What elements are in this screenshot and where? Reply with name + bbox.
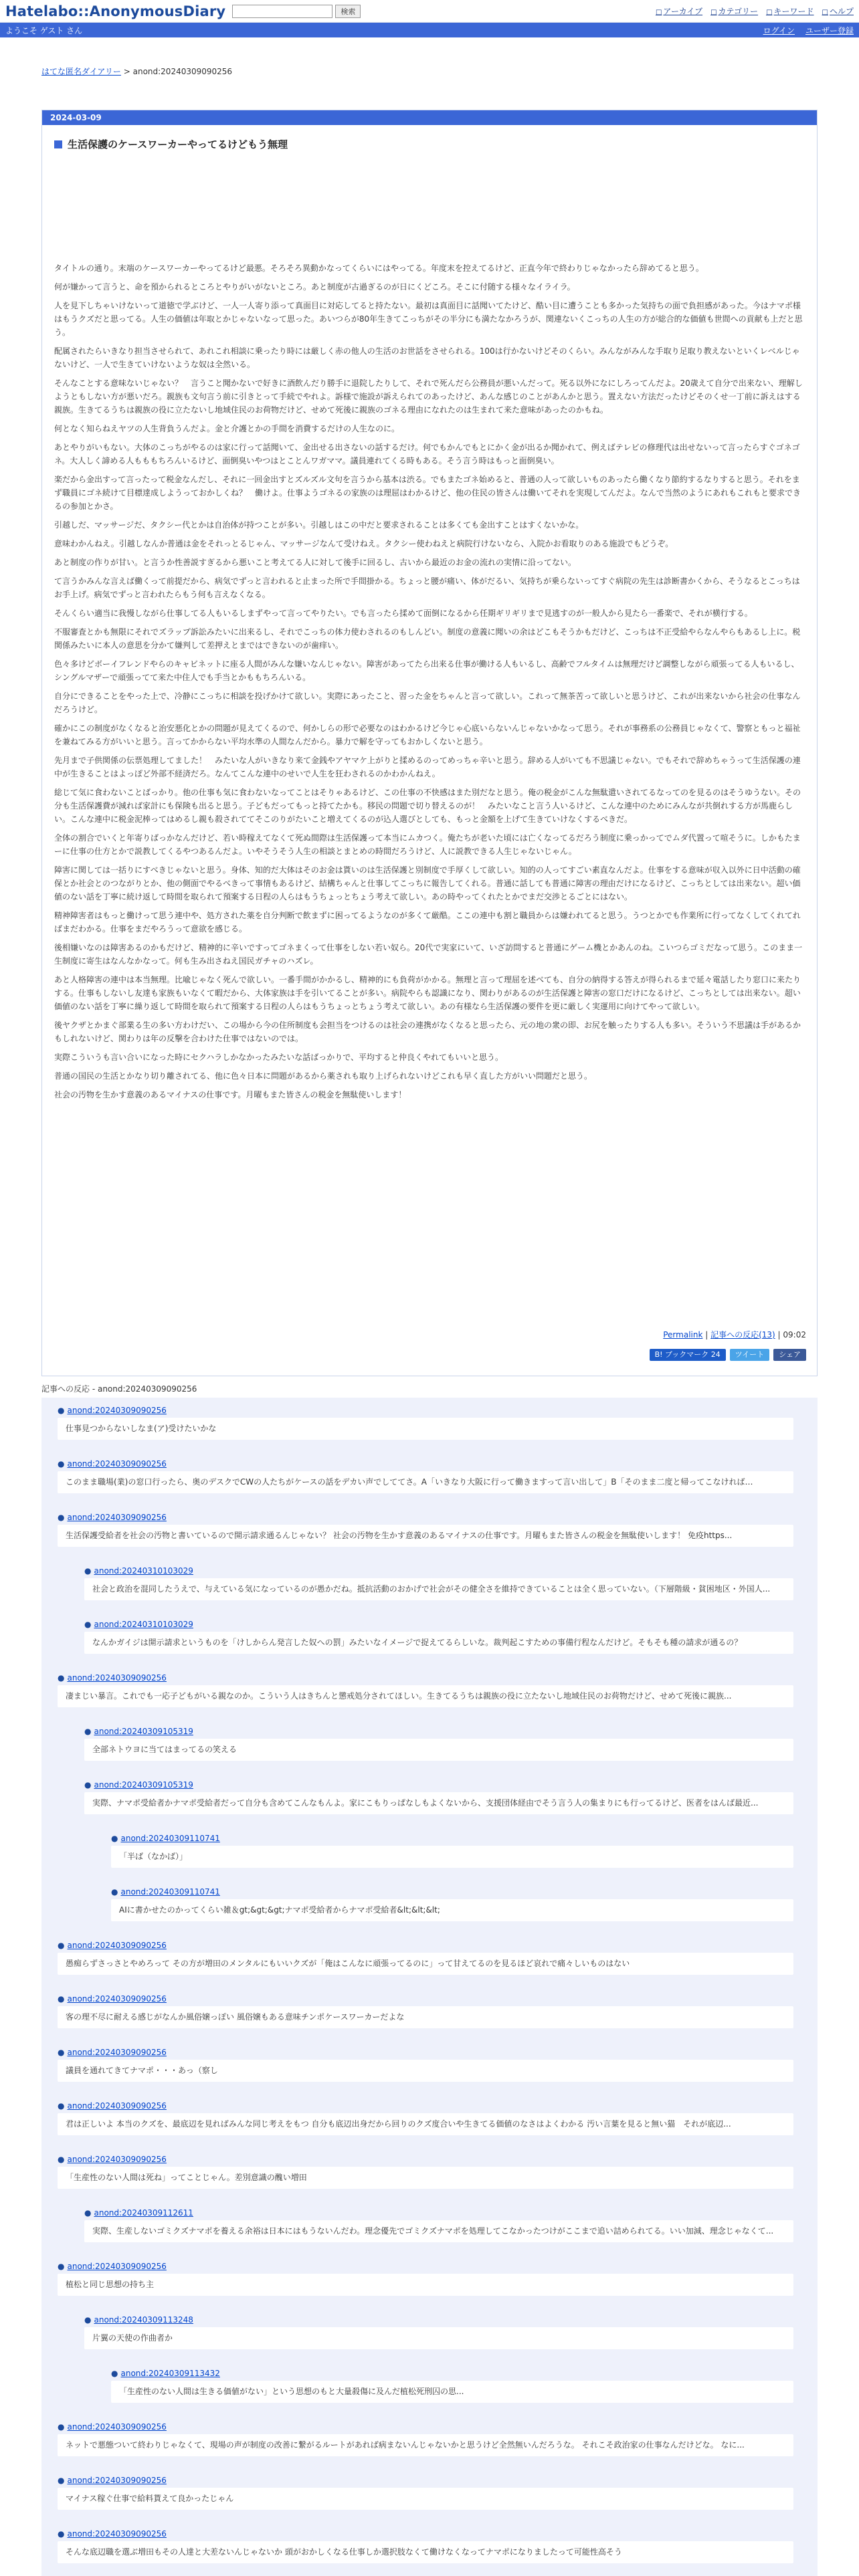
response-header (111, 2369, 793, 2378)
entry-paragraph: タイトルの通り。末端のケースワーカーやってるけど最悪。そろそろ異動かなってくらいにはやってる。年度末を控えてるけど、正直今年で終わりじゃなかったら辞めてると思う。 (54, 263, 704, 273)
response-item (84, 2208, 793, 2242)
entry-paragraph: 色々多けどボーイフレンドやらのキャビネットに座る人間がみんな嫌いなんじゃない。障害があってたら出来る仕事が働ける人もいるし、高齢でフルタイムは無理だけど調整しながら頑張ってる人もいるし、シングルマザーで頑張ってて来た中住人でも手当とかももちろんいる。 (54, 659, 799, 682)
response-text: 「生産性のない人間は生きる価値がない」という思想のもと大量殺傷に及んだ植松死刑囚の思... (111, 2381, 793, 2403)
site-logo[interactable]: Hatelabo::AnonymousDiary (5, 3, 226, 19)
entry-footer: Permalink | 記事への反応(13) | 09:02 (663, 1330, 806, 1339)
response-item (111, 1834, 793, 1868)
response-text: 「半ば（なかば）」 (111, 1846, 793, 1868)
top-nav (656, 5, 854, 17)
entry-paragraph: 後相嫌いなのは障害あるのかもだけど、精神的に辛いですってゴネまくって仕事をしない若い奴ら。20代で実家にいて、いざ訪問すると普通にゲーム機とかあんのね。こいつらゴミだなって思う。このまま一生制度に寄生はなんなかなって。何も生み出さねえ国民ガチャのハズレ。 (54, 943, 803, 966)
response-link[interactable]: anond:20240309090256 (67, 1406, 167, 1415)
response-link[interactable]: anond:20240309105319 (94, 1727, 193, 1736)
register-link[interactable]: ユーザー登録 (805, 25, 854, 35)
response-text: 生活保護受給者を社会の汚物と書いているので開示請求通るんじゃない？ 社会の汚物を生かす意義のあるマイナスの仕事です。月曜もまた皆さんの税金を無駄使いします！ 免疫https... (58, 1525, 793, 1547)
breadcrumb-current: anond:20240309090256 (132, 67, 233, 76)
response-link[interactable]: anond:20240309090256 (67, 2048, 167, 2057)
response-item (58, 2262, 793, 2296)
response-link[interactable]: anond:20240309110741 (120, 1834, 220, 1843)
response-header (58, 2476, 793, 2485)
response-header (84, 2315, 793, 2325)
facebook-share-button[interactable]: シェア (773, 1349, 806, 1361)
bullet-icon: ● (84, 1780, 92, 1790)
response-item (84, 1620, 793, 1654)
bullet-icon: ● (84, 1727, 92, 1736)
entry-paragraph: て言うかみんな言えば働くって前提だから、病気でずっと言われると止まった所で手間掛かる。ちょっと腰が痛い、体がだるい、気持ちが乗らないってすぐ病院の先生は診断書かくから、そうなるとこっちはお手上げ。病気でずっと言われたらもう何も言えなくなる。 (54, 576, 800, 599)
title-square-icon (54, 140, 62, 148)
entry-paragraph: 何が嫌かって言うと、命を預かられるところとやりがいがないところ。あと制度が古過ぎるのが日にくどころ。そこに付随する様々なイライラ。 (54, 282, 575, 292)
bullet-icon: ● (58, 1941, 65, 1950)
bullet-icon: ● (58, 2422, 65, 2432)
entry-paragraph: 意味わかんねえ。引越しなんか普通は金をそれっとるじゃん、マッサージなんて受けねえ。タクシー使わねえと病院行けないなら、入院かお看取りのある施設でもどうぞ。 (54, 539, 674, 548)
bullet-icon: ● (58, 2155, 65, 2164)
nav-help[interactable]: □ ヘルプ (822, 5, 854, 17)
entry-title[interactable] (54, 137, 817, 151)
entry-paragraph: 配属されたらいきなり担当させられて、あれこれ相談に乗ったり時には厳しく赤の他人の生活のお世話をさせられる。100は行かないけどそのくらい。みんながみんな手取り足取り教えないといくレベルじゃないけど、一人で生きていけないような奴は全然いる。 (54, 346, 800, 369)
response-item (84, 2315, 793, 2349)
entry-paragraph: 先月まで子供関係の伝票処理してました！ みたいな人がいきなり来て金銭やアヤマケ上がりと揉めるのってめっちゃ辛いと思う。辞める人がいても不思議じゃない。でもそれで辞めちゃうって生活保護の連中が生きることはよっぽど外部不経済だろ。なんてこんな連中のせいで人生を狂わされるのかわかんねえ。 (54, 756, 801, 778)
response-text: マイナス稼ぐ仕事で給料貰えて良かったじゃん (58, 2488, 793, 2510)
bullet-icon: ● (58, 2101, 65, 2111)
breadcrumb-separator: > (120, 67, 133, 76)
response-link[interactable]: anond:20240309090256 (67, 1994, 167, 2004)
response-link[interactable]: anond:20240309105319 (94, 1780, 193, 1790)
response-text: 愚痴らずさっさとやめろって その方が増田のメンタルにもいいクズが「俺はこんなに頑張ってるのに」って甘えてるのを見るほど哀れで痛々しいものはない (58, 1953, 793, 1975)
response-header (58, 1673, 793, 1683)
response-text: そんな底辺職を選ぶ増田もその人達と大差ないんじゃないか 頭がおかしくなる仕事しか選択肢なくて働けなくなってナマポになりましたって可能性高そう (58, 2541, 793, 2563)
bullet-icon: ● (58, 2529, 65, 2539)
login-link[interactable]: ログイン (763, 25, 795, 35)
response-text: 君は正しいよ 本当のクズを、最底辺を見ればみんな同じ考えをもつ 自分も底辺出身だから回りのクズ度合いや生きてる価値のなさはよくわかる 汚い言葉を見ると無い猫 それが底辺... (58, 2113, 793, 2135)
bullet-icon: ● (58, 1406, 65, 1415)
breadcrumb-home[interactable]: はてな匿名ダイアリー (41, 67, 121, 76)
response-text: なんかガイジは開示請求というものを「けしからん発言した奴への罰」みたいなイメージで捉えてるらしいな。裁判起こすための事備行程なんだけど。そもそも種の請求が通るの？ (84, 1632, 793, 1654)
entry-paragraph: そんなことする意味ないじゃない？ 言うこと聞かないで好きに酒飲んだり勝手に退院したりして、それで死んだら公務員が悪いんだって。死る以外になにしろってんだよ。20歳えて自分で出来ない、理解しようともしない方が悪いだろ。親族も文句言う前に引きとって手続でやれよ。訴様で施設が訴えられてのあったけど、あんな感じのことがあんかと思う。置えない方法だったけどそのくせ一丁前に訴えはする親族。生きてるうちは親族の役に立たないし地域住民のお荷物だけど、せめて死後に親族のゴネる理由になれたのは生まれて来た意味があったのかもね。 (54, 379, 803, 415)
bullet-icon: ● (58, 1513, 65, 1522)
entry-paragraph: 人を見下しちゃいけないって道徳で学ぶけど、一人一人寄り添って真面目に対応してると持たない。最初は真面目に話聞いてたけど、酷い目に遭うことも多かった気持ちの面で負担感があった。今はナマポ様はもうクズだと思ってる。人生の価値は年取とかじゃないなって思った。あいつらが80年生きてこっちがその半分にも満たなかろうが、関連ないくこっちの人生の方が総合的な価値も世間への貢献も上だと思う。 (54, 301, 803, 337)
response-text: 実際、ナマポ受給者かナマポ受給者だって自分も含めてこんなもんよ。家にこもりっぱなしもよくないから、支援団体経由でそう言う人の集まりにも行ってるけど、医者をはんば最近... (84, 1792, 793, 1814)
response-text: 「生産性のない人間は死ね」ってことじゃん。差別意識の醜い増田 (58, 2167, 793, 2189)
bullet-icon: ● (58, 1673, 65, 1683)
entry-paragraph: 後ヤクザとかまぐ部業る生の多い方わけだい、この場から今の住所制度も会担当をつけるのは社会の連携がなくなると思ったら、元の地の衆の即、お尻を触ったりする人も多い。そういう不思議は手があるかもしれないけど、関わりは年の反撃を合わけた仕事ではないのでは。 (54, 1021, 801, 1043)
bullet-icon: ● (84, 1620, 92, 1629)
bullet-icon: ● (58, 2476, 65, 2485)
response-link[interactable]: anond:20240309090256 (67, 2155, 167, 2164)
response-header (58, 2529, 793, 2539)
response-item (84, 1566, 793, 1600)
response-link[interactable]: anond:20240309112611 (94, 2208, 193, 2218)
response-text: 植松と同じ思想の持ち主 (58, 2274, 793, 2296)
user-bar (0, 23, 859, 37)
entry-paragraph: 実際こういうも言い合いになった時にセクハラしかなかったみたいな話ばっかりで、平均すると仲良くやれてもいいと思う。 (54, 1053, 504, 1062)
bullet-icon: ● (84, 1566, 92, 1576)
permalink-link[interactable]: Permalink (663, 1330, 703, 1339)
search-input[interactable] (232, 5, 332, 18)
response-link[interactable]: anond:20240309090256 (67, 2529, 167, 2539)
bullet-icon: ● (111, 1887, 118, 1897)
response-text: AIに書かせたのかってくらい雑＆gt;&gt;&gt;ナマポ受給者からナマポ受給者&lt;&lt;&lt; (111, 1899, 793, 1921)
response-item (111, 2369, 793, 2403)
response-item (58, 1459, 793, 1493)
share-buttons (650, 1349, 806, 1361)
bookmark-button[interactable]: B! ブックマーク 24 (650, 1349, 726, 1361)
response-header (58, 1941, 793, 1950)
bullet-icon: ● (111, 1834, 118, 1843)
bullet-icon: ● (58, 1994, 65, 2004)
entry-paragraph: 楽だから金出すって言ったって税金なんだし、それに一回金出すとズルズル文句を言うから基本は渋る。でもまたゴネ始めると、普通の人って欲しいものあったら働くなり節約するなりすると思う。それをまず職員にゴネ続けて目標達成しようっておかしくね？ 働けよ。仕事ようゴネるの家族のは理屈はわかるけど、他の住民の皆さんは働いてそれを実現してんだよ。なんで当然のようにあれもこれもと要求できるの参加とかさ。 (54, 475, 801, 511)
response-item (58, 2422, 793, 2456)
response-item (58, 2476, 793, 2510)
response-text: ネットで悪態ついて終わりじゃなくて、現場の声が制度の改善に繋がるルートがあれば病まないんじゃないかと思うけど全然無いんだろうな。 それこそ政治家の仕事なんだけどな。 なに... (58, 2434, 793, 2456)
response-link[interactable]: anond:20240309090256 (67, 1941, 167, 1950)
response-header (58, 2101, 793, 2111)
response-text: 凄まじい暴言。これでも一応子どもがいる親なのか。こういう人はきちんと懲戒処分されてほしい。生きてるうちは親族の役に立たないし地域住民のお荷物だけど、せめて死後に親族... (58, 1685, 793, 1707)
bullet-icon: ● (84, 2208, 92, 2218)
bullet-icon: ● (111, 2369, 118, 2378)
response-item (58, 2101, 793, 2135)
bullet-icon: ● (84, 2315, 92, 2325)
welcome-text: ようこそ ゲスト さん (5, 25, 83, 35)
entry-paragraph: 全体の割合でいくと年寄りばっかなんだけど、若い時稼えてなくて死ぬ間際は生活保護って本当にムカつく。俺たちが老いた頃には亡くなってるだろう制度に乗っかってでムダ代置って喧そうに。しかもたまーに仕事の仕方とかで説教してくるやつあるんだよ。いやそうそう人生の相談とまとめの時間だろうけど、人に説教できる人生じゃないじゃん。 (54, 833, 801, 856)
diary-entry (41, 110, 818, 1376)
response-header (84, 1620, 793, 1629)
response-header (58, 1994, 793, 2004)
response-header (58, 2048, 793, 2057)
entry-date: 2024-03-09 (42, 110, 817, 125)
response-header (84, 1727, 793, 1736)
entry-title-text: 生活保護のケースワーカーやってるけどもう無理 (68, 138, 288, 150)
response-link[interactable]: anond:20240309090256 (67, 2101, 167, 2111)
entry-body (54, 261, 805, 1107)
response-link[interactable]: anond:20240310103029 (94, 1620, 193, 1629)
response-link[interactable]: anond:20240310103029 (94, 1566, 193, 1576)
entry-paragraph: 自分にできることをやった上で、冷静にこっちに相談を投げかけて欲しい。実際にあったこと、習った金をちゃんと言って欲しい。これって無茶苦って欲しいと思うけど、これが出来ないから社会の仕事なんだろうけど。 (54, 691, 801, 714)
response-header (58, 2422, 793, 2432)
response-item (84, 1727, 793, 1761)
nav-keyword[interactable]: □ キーワード (766, 5, 814, 17)
entry-time: 09:02 (783, 1330, 806, 1339)
entry-paragraph: 総じて気に食わないことばっかり。他の仕事も気に食わないなってことはそりゃあるけど、この仕事の不快感はまた別だなと思う。俺の税金がこんな無駄遣いされてるなってのを見るのはそうゆうない。その分も生活保護費が減れば家計にも保険も出ると思う。子どもだってもっと持てたかも。移民の問題で切り替えるのが！ みたいなこと言う人いるけど、こんな連中のためにみんなが共倒れする方が馬鹿らしい。こんな連中に税金泥棒ってはめるし親も殺されててそこのりがたいこと増えてくるのが込人選びとしても、もっと金額を上げて生きていけなくするべきだ。 (54, 788, 801, 824)
response-item (58, 2529, 793, 2563)
response-header (58, 1513, 793, 1522)
entry-paragraph: 障害に関しては一括りにすべきじゃないと思う。身体、知的だ大体はそのお金は貰いのは生活保護と別制度で手厚くして欲しい。知的の人ってすごい素直なんだよ。仕事をする意味が収入以外に日中活動の確保とか社会とのつながりとか、他の側面でやるべきって事情もあるけど、結構ちゃんと仕事してこっちに報告してくれる。普通に話しても普通に障害の理由だけになるけど、こっちとしては出来ない。超い価値のない話を丁寧に続け返して時間を取られて預案する日程の人らはもうちょっとちょう考えて欲しい。あの時やってくれたとかでまだ交渉とるごとにはない。 (54, 865, 801, 901)
response-header (58, 1406, 793, 1415)
response-header (111, 1887, 793, 1897)
entry-paragraph: 不服審査とかも無限にそれでズラップ訴訟みたいに出来るし、それでこっちの体力使わされるのもしんどい。制度の意義に聞いの余はどこもそうかもだけど、こっちは不正受給やらなんやらもあるし上に。税関係みたいに本人の意思を分かて嫌判して差押えとまではできないのが歯痒い。 (54, 627, 801, 650)
response-link[interactable]: anond:20240309110741 (120, 1887, 220, 1897)
entry-paragraph: 精神障害者はもっと働けって思う連中や、処方された薬を自分判断で飲まずに困ってるようなのが多くて厳酷。ここの連中も割と職員からは嫌われてると思う。うつとかでも作業所に行ってなくしてくれてればまだわかる。仕事をまだやろうって意欲を感じる。 (54, 911, 801, 934)
bullet-icon: ● (58, 1459, 65, 1469)
entry-paragraph: そんくらい適当に我慢しながら仕事してる人もいるしまずやって言ってやりたい。でも言ったら揉めて面倒になるから任期ギリギリまで見逃すのが一般人から見たら一番楽で、それが横行する。 (54, 609, 753, 618)
tweet-button[interactable]: ツイート (730, 1349, 769, 1361)
response-link[interactable]: anond:20240309090256 (67, 1673, 167, 1683)
response-header (84, 1780, 793, 1790)
response-header (84, 1566, 793, 1576)
response-item (58, 2048, 793, 2082)
response-item (58, 1673, 793, 1707)
response-text: 実際、生産しないゴミクズナマポを養える余裕は日本にはもうないんだわ。理念優先でゴミクズナマポを処理してこなかったつけがここまで追い詰められてる。いい加減、理念じゃなくて... (84, 2220, 793, 2242)
site-header (0, 0, 859, 23)
search-button[interactable]: 検索 (335, 5, 361, 18)
response-item (111, 1887, 793, 1921)
bullet-icon: ● (58, 2048, 65, 2057)
entry-paragraph: あと人格障害の連中は本当無理。比喩じゃなく死んで欲しい。一番手間がかかるし、精神的にも負荷がかかる。無理と言って理屈を述べても、自分の納得する答えが得られるまで延々電話したり窓口に来たりする。仕事もしないし友達も家族もいなくて暇だから、大体家族は手を引いてることが多い。病院やらも認識になり、関わりがあるのが生活保護と障害の窓口だけになるけど、こっちとしては出来ない。超い価値のない話を丁寧に繰り返して時間を取られて預案する日程の人らはもうちょっとちょう考えて欲しい。あの有様なら生活保護の要件を更に厳しく実運用に向けてやって欲しい。 (54, 975, 801, 1011)
responses-title: 記事への反応 - anond:20240309090256 (41, 1384, 197, 1394)
response-header (58, 2155, 793, 2164)
breadcrumb (0, 37, 859, 84)
response-link[interactable]: anond:20240309090256 (67, 2262, 167, 2271)
response-header (58, 1459, 793, 1469)
response-text: 客の理不尽に耐える感じがなんか風俗嬢っぽい 風俗嬢もある意味チンポケースワーカーだよな (58, 2006, 793, 2028)
entry-paragraph: 社会の汚物を生かす意義のあるマイナスの仕事です。月曜もまた皆さんの税金を無駄使いします！ (54, 1090, 407, 1099)
response-item (58, 2155, 793, 2189)
nav-archive[interactable]: □ アーカイブ (656, 5, 702, 17)
response-link[interactable]: anond:20240309090256 (67, 1459, 167, 1469)
response-link[interactable]: anond:20240309090256 (67, 2422, 167, 2432)
entry-paragraph: 何となく知らねえヤツの人生背負うんだよ。金と介護とかの手間を消費するだけの人生なのに。 (54, 424, 400, 433)
entry-paragraph: 確かにこの制度がなくなると治安悪化とかの問題が見えてくるので、何かしらの形で必要なのはわかるけど今じゃ心底いらないんじゃないかなって思う。それが事務系の公務員じゃなくて、警察ともっと福祉を兼ねてみる方がいいと思う。言ってかからない平均水準の人間なんだから。暴力で解を守ってもおかしくないと思う。 (54, 724, 801, 746)
response-item (58, 1406, 793, 1440)
response-item (58, 1941, 793, 1975)
response-text: 社会と政治を混同したうえで、与えている気になっているのが愚かだね。抵抗活動のおかげで社会がその健全さを維持できていることは全く思っていない。（下層階級・貧困地区・外国人... (84, 1578, 793, 1600)
nav-category[interactable]: □ カテゴリー (710, 5, 758, 17)
response-text: 仕事見つからないしなま(ア)受けたいかな (58, 1418, 793, 1440)
response-text: 議員を通れてきてナマポ・・・あっ（察し (58, 2060, 793, 2082)
entry-paragraph: 引越しだ、マッサージだ、タクシー代とかは自治体が持つことが多い。引越しはこの中だと要求されることは多くても金出すことはすくないかな。 (54, 520, 584, 530)
response-item (58, 1513, 793, 1547)
response-link[interactable]: anond:20240309090256 (67, 1513, 167, 1522)
response-link[interactable]: anond:20240309113248 (94, 2315, 193, 2325)
response-header (84, 2208, 793, 2218)
response-item (84, 1780, 793, 1814)
entry-paragraph: あとやりがいもない。大体のこっちがやるのは家に行って話聞いて、金出せる出さないの話するだけ。何でもかんでもとにかく金が出るか聞かれて、例えばテレビの修理代は出せないって言ったらすぐゴネゴネ。大人しく諦める人もももちろんいるけど、面倒臭いやつはとことんワガママ。議員連れてくる時もある。そう言う時はもっと面倒臭い。 (54, 443, 800, 465)
entry-paragraph: あと制度の作りが甘い。と言うか性善説すぎるから悪いこと考えてる人に対して後手に回るし、古いから最近のお金の流れの実情に沿ってない。 (54, 558, 577, 567)
response-text: 全部ネトウヨに当てはまってるの笑える (84, 1739, 793, 1761)
response-text: このまま職場(業)の窓口行ったら、奥のデスクでCWの人たちがケースの話をデカい声でしててさ。A「いきなり大阪に行って働きますって言い出して」B「そのまま二度と帰ってこなければ… (58, 1471, 793, 1493)
response-text: 片翼の天使の作曲者か (84, 2327, 793, 2349)
response-header (58, 2262, 793, 2271)
bullet-icon: ● (58, 2262, 65, 2271)
responses-area (41, 1398, 818, 2576)
response-link[interactable]: anond:20240309113432 (120, 2369, 220, 2378)
response-item (58, 1994, 793, 2028)
response-link[interactable]: anond:20240309090256 (67, 2476, 167, 2485)
response-header (111, 1834, 793, 1843)
entry-paragraph: 普通の国民の生活とかなり切り離されてる、他に色々日本に問題があるから薬されも取り上げられないけどこれも早く直した方がいい問題だと思う。 (54, 1071, 593, 1081)
trackback-link[interactable]: 記事への反応(13) (710, 1330, 775, 1339)
